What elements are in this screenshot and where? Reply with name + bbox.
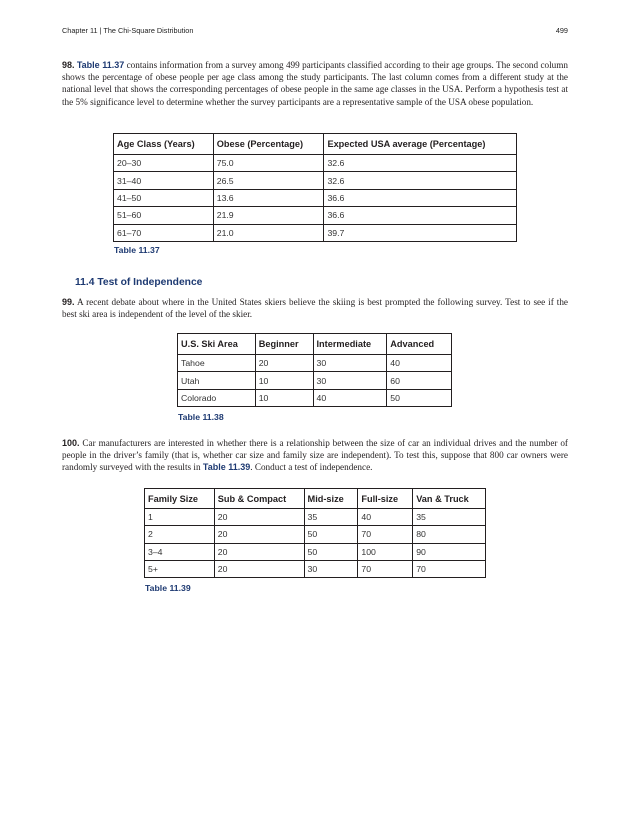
table-caption: Table 11.39 [145,583,191,593]
problem-99-text [62,296,568,320]
table-cell: 2 [145,526,215,543]
table-header-row [114,134,517,155]
page-number: 499 [555,26,568,35]
problem-100-body-end: . Conduct a test of independence. [250,462,373,473]
table-row [114,189,517,206]
table-cell: 40 [387,355,452,372]
column-header: Sub & Compact [214,489,304,509]
table-cell: 100 [358,543,413,560]
problem-100-text [62,437,568,474]
column-header: Intermediate [313,334,387,355]
table-cell: 5+ [145,560,215,577]
table-cell: 20 [255,355,313,372]
table-11-39 [144,488,486,578]
table-cell: 35 [413,509,486,526]
running-header [62,26,568,35]
table-cell: 20–30 [114,155,214,172]
table-cell: 50 [387,389,452,406]
problem-98-text [62,59,568,108]
column-header: Family Size [145,489,215,509]
table-row [114,172,517,189]
column-header: Age Class (Years) [114,134,214,155]
table-cell: 10 [255,372,313,389]
table-row [178,372,452,389]
table-cell: 32.6 [324,155,517,172]
table-cell: 50 [304,526,358,543]
table-cell: 36.6 [324,207,517,224]
table-row [145,526,486,543]
table-row [145,543,486,560]
table-row [114,155,517,172]
table-cell: 80 [413,526,486,543]
table-cell: 35 [304,509,358,526]
table-11-37-link[interactable]: Table 11.37 [76,60,125,70]
column-header: Full-size [358,489,413,509]
column-header: Mid-size [304,489,358,509]
column-header: Beginner [255,334,313,355]
table-caption: Table 11.37 [114,245,160,255]
table-cell: 30 [304,560,358,577]
table-cell: 70 [358,560,413,577]
table-row [178,389,452,406]
table-row [178,355,452,372]
table-cell: 61–70 [114,224,214,241]
table-cell: 50 [304,543,358,560]
column-header: Expected USA average (Percentage) [324,134,517,155]
table-cell: 26.5 [213,172,324,189]
table-cell: 30 [313,355,387,372]
table-11-39-link[interactable]: Table 11.39 [202,462,251,473]
table-cell: 13.6 [213,189,324,206]
table-cell: 21.0 [213,224,324,241]
table-cell: 1 [145,509,215,526]
table-caption: Table 11.38 [178,412,224,422]
table-cell: 40 [313,389,387,406]
table-cell: 20 [214,560,304,577]
problem-number: 100. [62,438,80,448]
table-cell: 75.0 [213,155,324,172]
section-heading: 11.4 Test of Independence [75,277,203,288]
table-cell: 10 [255,389,313,406]
table-row [145,509,486,526]
table-cell: 60 [387,372,452,389]
table-cell: 20 [214,509,304,526]
table-cell: 40 [358,509,413,526]
table-row [114,207,517,224]
table-cell: 90 [413,543,486,560]
problem-99-body: A recent debate about where in the United States skiers believe the skiing is best prompted the following survey. Test to see if the best ski area is independent of the level of the skier. [62,297,568,320]
chapter-title: Chapter 11 | The Chi-Square Distribution [62,26,194,35]
table-cell: Tahoe [178,355,256,372]
problem-number: 99. [62,297,75,307]
problem-100-body: Car manufacturers are interested in whether there is a relationship between the size of car an individual drives and the number of people in the driver’s family (that is, whether car size and family size are independent). To test this, suppose that 800 car owners were randomly surveyed with the results in [62,438,568,473]
column-header: U.S. Ski Area [178,334,256,355]
column-header: Advanced [387,334,452,355]
column-header: Obese (Percentage) [213,134,324,155]
column-header: Van & Truck [413,489,486,509]
table-row [114,224,517,241]
table-cell: 41–50 [114,189,214,206]
table-cell: 30 [313,372,387,389]
table-cell: 51–60 [114,207,214,224]
table-cell: Utah [178,372,256,389]
table-cell: 32.6 [324,172,517,189]
table-cell: 21.9 [213,207,324,224]
table-11-37 [113,133,517,242]
table-header-row [145,489,486,509]
table-cell: 70 [358,526,413,543]
table-cell: 20 [214,526,304,543]
table-cell: 3–4 [145,543,215,560]
table-header-row [178,334,452,355]
problem-98-body: contains information from a survey among 499 participants classified according to their age groups. The second column shows the percentage of obese people per age class among the study participants. The last column comes from a different study at the national level that shows the corresponding percentages of obese people in the same age classes in the USA. Perform a hypothesis test at the 5% significance level to determine whether the survey participants are a representative sample of the USA obese population. [62,60,569,107]
table-cell: 36.6 [324,189,517,206]
table-cell: 39.7 [324,224,517,241]
table-cell: 31–40 [114,172,214,189]
table-row [145,560,486,577]
problem-number: 98. [62,60,75,70]
table-11-38 [177,333,452,407]
table-cell: 70 [413,560,486,577]
table-cell: 20 [214,543,304,560]
table-cell: Colorado [178,389,256,406]
